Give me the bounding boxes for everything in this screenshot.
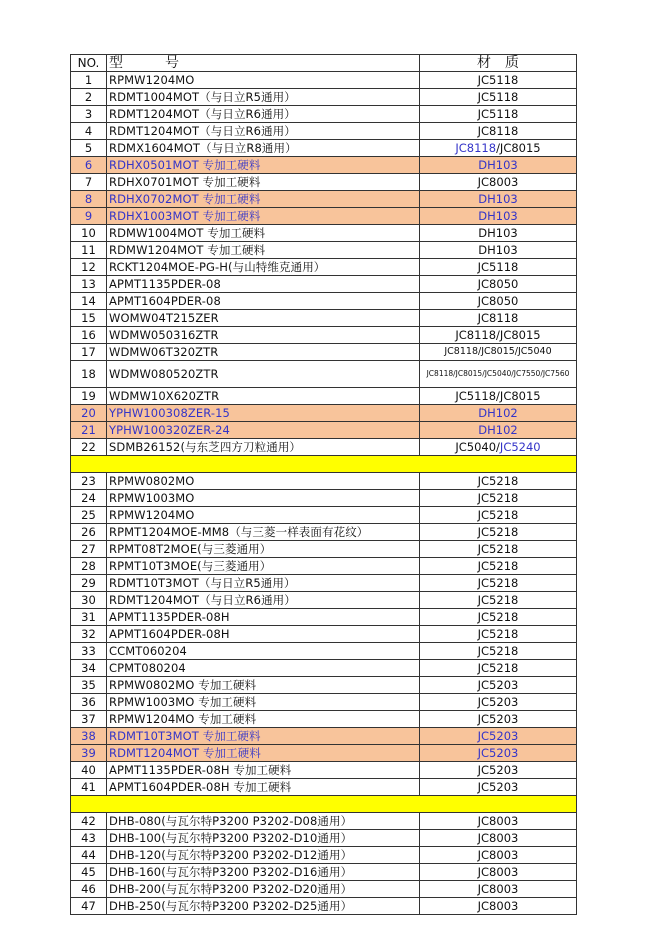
- row-material: DH103: [420, 242, 577, 259]
- header-no: NO.: [71, 55, 107, 72]
- table-row: [71, 507, 577, 524]
- row-material: JC8003: [420, 898, 577, 915]
- row-no: 17: [71, 344, 107, 361]
- row-model: DHB-250(与瓦尔特P3200 P3202-D25通用）: [107, 898, 420, 915]
- row-material: JC5118: [420, 89, 577, 106]
- row-no: 29: [71, 575, 107, 592]
- table-row: [71, 259, 577, 276]
- row-no: 42: [71, 813, 107, 830]
- row-no: 23: [71, 473, 107, 490]
- table-row-highlighted: [71, 405, 577, 422]
- row-material: JC8003: [420, 864, 577, 881]
- row-model: APMT1135PDER-08H: [107, 609, 420, 626]
- row-material: JC8003: [420, 881, 577, 898]
- table-row: [71, 677, 577, 694]
- row-no: 16: [71, 327, 107, 344]
- row-material: JC5203: [420, 711, 577, 728]
- table-row-highlighted: [71, 422, 577, 439]
- row-material: JC5218: [420, 660, 577, 677]
- material-part-a: JC8118: [455, 141, 497, 155]
- row-material: JC5218: [420, 524, 577, 541]
- row-no: 15: [71, 310, 107, 327]
- row-no: 11: [71, 242, 107, 259]
- row-material: [420, 140, 577, 157]
- row-model: DHB-080(与瓦尔特P3200 P3202-D08通用）: [107, 813, 420, 830]
- row-no: 4: [71, 123, 107, 140]
- table-row: [71, 830, 577, 847]
- row-model: RDMT10T3MOT（与日立R5通用）: [107, 575, 420, 592]
- row-no: 32: [71, 626, 107, 643]
- table-row: [71, 106, 577, 123]
- row-model: RDMW1204MOT 专加工硬料: [107, 242, 420, 259]
- row-no: 14: [71, 293, 107, 310]
- table-row-highlighted: [71, 191, 577, 208]
- row-model: RDMT1204MOT（与日立R6通用）: [107, 106, 420, 123]
- row-material: JC5118/JC8015: [420, 388, 577, 405]
- table-row: [71, 711, 577, 728]
- row-no: 8: [71, 191, 107, 208]
- row-no: 12: [71, 259, 107, 276]
- row-no: 5: [71, 140, 107, 157]
- row-no: 38: [71, 728, 107, 745]
- row-material: DH103: [420, 191, 577, 208]
- table-row: [71, 293, 577, 310]
- table-row: [71, 490, 577, 507]
- row-material: DH102: [420, 422, 577, 439]
- row-model: DHB-120(与瓦尔特P3200 P3202-D12通用）: [107, 847, 420, 864]
- separator-cell: [71, 456, 577, 473]
- table-row: [71, 864, 577, 881]
- row-no: 9: [71, 208, 107, 225]
- row-material: JC5203: [420, 779, 577, 796]
- row-material: JC5218: [420, 473, 577, 490]
- table-row: [71, 898, 577, 915]
- row-model: RDMW1004MOT 专加工硬料: [107, 225, 420, 242]
- row-model: RPMT1204MOE-MM8（与三菱一样表面有花纹）: [107, 524, 420, 541]
- row-no: 34: [71, 660, 107, 677]
- table-row: [71, 388, 577, 405]
- row-material: JC5203: [420, 728, 577, 745]
- row-no: 31: [71, 609, 107, 626]
- row-no: 45: [71, 864, 107, 881]
- row-material: JC5118: [420, 72, 577, 89]
- table-row: [71, 813, 577, 830]
- row-model: RDMT1204MOT 专加工硬料: [107, 745, 420, 762]
- row-model: RDHX0701MOT 专加工硬料: [107, 174, 420, 191]
- table-row: [71, 140, 577, 157]
- row-model: RCKT1204MOE-PG-H(与山特维克通用）: [107, 259, 420, 276]
- row-model: RDMT10T3MOT 专加工硬料: [107, 728, 420, 745]
- row-model: CPMT080204: [107, 660, 420, 677]
- row-material: JC5218: [420, 558, 577, 575]
- row-no: 30: [71, 592, 107, 609]
- row-model: RPMW0802MO: [107, 473, 420, 490]
- table-row: [71, 72, 577, 89]
- row-model: WOMW04T215ZER: [107, 310, 420, 327]
- table-row: [71, 524, 577, 541]
- row-model: RDHX1003MOT 专加工硬料: [107, 208, 420, 225]
- row-model: RPMW0802MO 专加工硬料: [107, 677, 420, 694]
- row-model: DHB-160(与瓦尔特P3200 P3202-D16通用）: [107, 864, 420, 881]
- row-no: 47: [71, 898, 107, 915]
- section-separator: [71, 456, 577, 473]
- row-no: 33: [71, 643, 107, 660]
- table-row: [71, 327, 577, 344]
- material-part-b: /JC8015: [496, 141, 541, 155]
- row-model: CCMT060204: [107, 643, 420, 660]
- row-no: 24: [71, 490, 107, 507]
- row-material: JC5118: [420, 106, 577, 123]
- row-material: JC5218: [420, 592, 577, 609]
- row-material: JC5218: [420, 541, 577, 558]
- table-row: [71, 575, 577, 592]
- row-model: RDMX1604MOT（与日立R8通用）: [107, 140, 420, 157]
- row-material: JC5203: [420, 745, 577, 762]
- row-material: JC8003: [420, 847, 577, 864]
- table-row: [71, 660, 577, 677]
- row-material: DH103: [420, 225, 577, 242]
- row-material: JC8118: [420, 123, 577, 140]
- row-no: 41: [71, 779, 107, 796]
- table-row: [71, 276, 577, 293]
- section-separator: [71, 796, 577, 813]
- header-material: 材 质: [420, 55, 577, 72]
- row-material: JC5218: [420, 609, 577, 626]
- row-model: RDHX0501MOT 专加工硬料: [107, 157, 420, 174]
- table-row: [71, 225, 577, 242]
- row-material: JC5203: [420, 762, 577, 779]
- table-row-highlighted: [71, 157, 577, 174]
- row-material: JC8118/JC8015/JC5040: [420, 344, 577, 361]
- row-material: JC8118: [420, 310, 577, 327]
- row-model: WDMW080520ZTR: [107, 361, 420, 388]
- row-no: 1: [71, 72, 107, 89]
- material-part-a: JC5040/: [455, 440, 500, 454]
- table-row: [71, 626, 577, 643]
- separator-cell: [71, 796, 577, 813]
- row-model: RPMT10T3MOE(与三菱通用）: [107, 558, 420, 575]
- table-row-highlighted: [71, 208, 577, 225]
- row-no: 13: [71, 276, 107, 293]
- row-no: 3: [71, 106, 107, 123]
- table-row: [71, 694, 577, 711]
- row-model: WDMW050316ZTR: [107, 327, 420, 344]
- row-material: DH102: [420, 405, 577, 422]
- row-model: RPMW1204MO: [107, 72, 420, 89]
- row-model: APMT1135PDER-08H 专加工硬料: [107, 762, 420, 779]
- row-no: 6: [71, 157, 107, 174]
- row-material: JC8050: [420, 293, 577, 310]
- row-model: RPMW1204MO 专加工硬料: [107, 711, 420, 728]
- row-model: RPMT08T2MOE(与三菱通用）: [107, 541, 420, 558]
- table-row: [71, 361, 577, 388]
- table-row: [71, 344, 577, 361]
- row-material: JC5218: [420, 490, 577, 507]
- row-model: RPMW1003MO: [107, 490, 420, 507]
- product-material-table: [70, 54, 577, 915]
- row-material: JC8050: [420, 276, 577, 293]
- row-model: RPMW1003MO 专加工硬料: [107, 694, 420, 711]
- table-row: [71, 242, 577, 259]
- row-model: APMT1135PDER-08: [107, 276, 420, 293]
- table-row: [71, 762, 577, 779]
- row-model: RDMT1204MOT（与日立R6通用）: [107, 592, 420, 609]
- row-no: 35: [71, 677, 107, 694]
- row-no: 22: [71, 439, 107, 456]
- row-material: JC5218: [420, 507, 577, 524]
- table-row-highlighted: [71, 728, 577, 745]
- table-row: [71, 541, 577, 558]
- table-row: [71, 558, 577, 575]
- row-model: SDMB26152(与东芝四方刀粒通用）: [107, 439, 420, 456]
- row-material: JC8003: [420, 813, 577, 830]
- table-row: [71, 609, 577, 626]
- row-model: WDMW06T320ZTR: [107, 344, 420, 361]
- row-no: 44: [71, 847, 107, 864]
- table-row: [71, 779, 577, 796]
- row-no: 19: [71, 388, 107, 405]
- table-row-highlighted: [71, 745, 577, 762]
- row-model: DHB-100(与瓦尔特P3200 P3202-D10通用）: [107, 830, 420, 847]
- row-no: 18: [71, 361, 107, 388]
- row-model: DHB-200(与瓦尔特P3200 P3202-D20通用）: [107, 881, 420, 898]
- row-material: JC8118/JC8015/JC5040/JC7550/JC7560: [420, 361, 577, 388]
- table-row: [71, 473, 577, 490]
- row-material: JC5218: [420, 643, 577, 660]
- row-model: RPMW1204MO: [107, 507, 420, 524]
- row-no: 40: [71, 762, 107, 779]
- row-material: JC8003: [420, 830, 577, 847]
- table-row: [71, 643, 577, 660]
- table-row: [71, 310, 577, 327]
- row-no: 39: [71, 745, 107, 762]
- row-no: 37: [71, 711, 107, 728]
- row-material: JC5218: [420, 626, 577, 643]
- material-part-b: JC5240: [499, 440, 541, 454]
- table-row: [71, 439, 577, 456]
- row-no: 20: [71, 405, 107, 422]
- row-model: YPHW100320ZER-24: [107, 422, 420, 439]
- table-row: [71, 847, 577, 864]
- row-material: DH103: [420, 208, 577, 225]
- row-no: 2: [71, 89, 107, 106]
- row-model: RDMT1204MOT（与日立R6通用）: [107, 123, 420, 140]
- row-material: DH103: [420, 157, 577, 174]
- row-no: 21: [71, 422, 107, 439]
- row-material: JC5203: [420, 677, 577, 694]
- table-row: [71, 174, 577, 191]
- row-model: RDHX0702MOT 专加工硬料: [107, 191, 420, 208]
- row-material: JC5118: [420, 259, 577, 276]
- row-no: 7: [71, 174, 107, 191]
- row-no: 26: [71, 524, 107, 541]
- row-no: 27: [71, 541, 107, 558]
- row-no: 36: [71, 694, 107, 711]
- row-model: WDMW10X620ZTR: [107, 388, 420, 405]
- row-no: 43: [71, 830, 107, 847]
- row-material: JC5218: [420, 575, 577, 592]
- table-row: [71, 592, 577, 609]
- table-row: [71, 881, 577, 898]
- row-model: APMT1604PDER-08H 专加工硬料: [107, 779, 420, 796]
- row-model: APMT1604PDER-08: [107, 293, 420, 310]
- row-no: 25: [71, 507, 107, 524]
- header-model: 型 号: [107, 55, 420, 72]
- row-model: YPHW100308ZER-15: [107, 405, 420, 422]
- row-material: JC8003: [420, 174, 577, 191]
- table-row: [71, 123, 577, 140]
- row-model: APMT1604PDER-08H: [107, 626, 420, 643]
- row-no: 10: [71, 225, 107, 242]
- row-no: 46: [71, 881, 107, 898]
- row-material: JC8118/JC8015: [420, 327, 577, 344]
- header-row: [71, 55, 577, 72]
- row-material: JC5203: [420, 694, 577, 711]
- row-material: [420, 439, 577, 456]
- row-model: RDMT1004MOT（与日立R5通用）: [107, 89, 420, 106]
- row-no: 28: [71, 558, 107, 575]
- table-row: [71, 89, 577, 106]
